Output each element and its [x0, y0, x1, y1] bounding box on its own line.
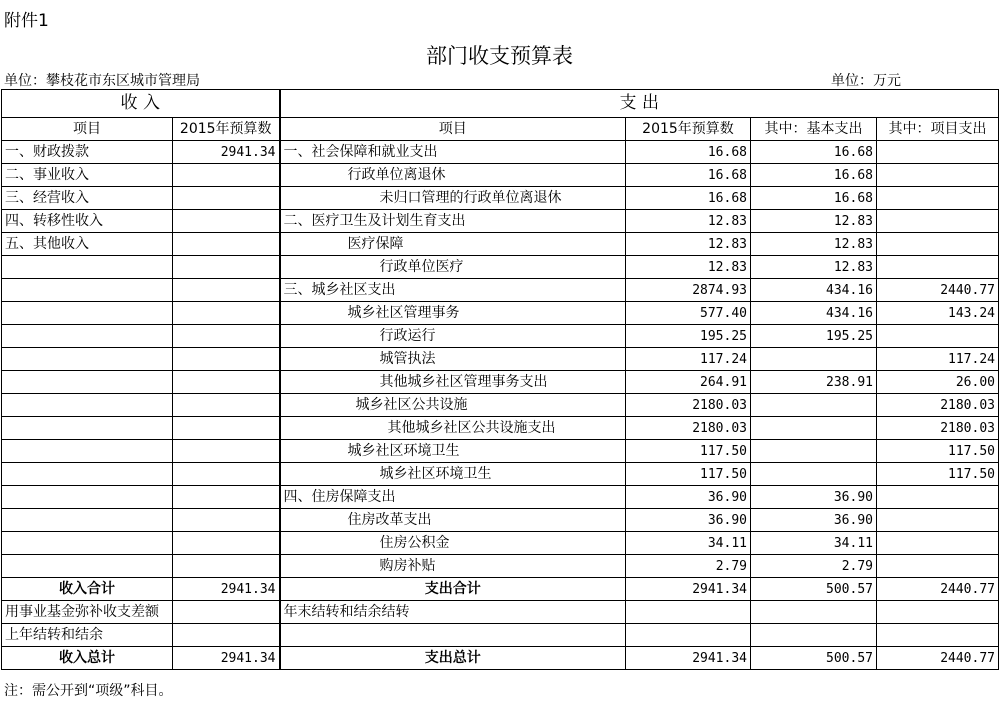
- table-row: [2, 624, 999, 647]
- footnote: 注：需公开到“项级”科目。: [4, 683, 173, 699]
- income-item: [2, 394, 173, 417]
- expense-basic: 12.83: [751, 233, 877, 256]
- expense-header: 支 出: [280, 90, 999, 118]
- expense-total: 36.90: [626, 486, 751, 509]
- expense-item: 住房改革支出: [280, 509, 626, 532]
- income-value: [173, 233, 280, 256]
- expense-item: 医疗保障: [280, 233, 626, 256]
- expense-item: 四、住房保障支出: [280, 486, 626, 509]
- expense-total-project: 2440.77: [877, 647, 999, 670]
- table-row: [2, 440, 999, 463]
- income-value: [173, 187, 280, 210]
- col-income-item: 项目: [2, 118, 173, 141]
- expense-item: 未归口管理的行政单位离退休: [280, 187, 626, 210]
- expense-total: 117.50: [626, 463, 751, 486]
- table-row: [2, 256, 999, 279]
- expense-basic: [751, 463, 877, 486]
- income-item: 二、事业收入: [2, 164, 173, 187]
- expense-item: 城乡社区环境卫生: [280, 463, 626, 486]
- header-row-1: [2, 90, 999, 118]
- expense-item: 年末结转和结余结转: [280, 601, 626, 624]
- table-row: [2, 555, 999, 578]
- table-row: [2, 463, 999, 486]
- page-title: 部门收支预算表: [426, 44, 573, 68]
- expense-item: 城管执法: [280, 348, 626, 371]
- expense-project: 2180.03: [877, 394, 999, 417]
- budget-table: [1, 89, 999, 670]
- expense-project: [877, 187, 999, 210]
- expense-basic: 434.16: [751, 302, 877, 325]
- expense-total: [626, 601, 751, 624]
- income-value: [173, 555, 280, 578]
- table-row: [2, 371, 999, 394]
- expense-item: 其他城乡社区管理事务支出: [280, 371, 626, 394]
- expense-project: [877, 233, 999, 256]
- income-item: [2, 486, 173, 509]
- expense-project: [877, 164, 999, 187]
- income-item: [2, 532, 173, 555]
- expense-subtotal-project: 2440.77: [877, 578, 999, 601]
- expense-total: 195.25: [626, 325, 751, 348]
- income-value: [173, 486, 280, 509]
- expense-total-basic: 500.57: [751, 647, 877, 670]
- income-value: [173, 394, 280, 417]
- expense-project: [877, 210, 999, 233]
- expense-basic: 2.79: [751, 555, 877, 578]
- income-item: 用事业基金弥补收支差额: [2, 601, 173, 624]
- table-row: [2, 210, 999, 233]
- expense-item: 城乡社区公共设施: [280, 394, 626, 417]
- expense-basic: 12.83: [751, 256, 877, 279]
- expense-total: 2180.03: [626, 417, 751, 440]
- expense-project: [877, 601, 999, 624]
- expense-basic: 34.11: [751, 532, 877, 555]
- table-row: [2, 532, 999, 555]
- expense-project: [877, 256, 999, 279]
- expense-item: 行政单位医疗: [280, 256, 626, 279]
- subtotal-row: [2, 578, 999, 601]
- expense-project: [877, 509, 999, 532]
- income-value: [173, 325, 280, 348]
- expense-total: 264.91: [626, 371, 751, 394]
- expense-project: 117.50: [877, 463, 999, 486]
- expense-total: 16.68: [626, 141, 751, 164]
- income-item: [2, 256, 173, 279]
- expense-item: 城乡社区环境卫生: [280, 440, 626, 463]
- expense-total: 117.50: [626, 440, 751, 463]
- expense-item: 二、医疗卫生及计划生育支出: [280, 210, 626, 233]
- expense-total: 12.83: [626, 256, 751, 279]
- expense-item: 一、社会保障和就业支出: [280, 141, 626, 164]
- expense-total-total: 2941.34: [626, 647, 751, 670]
- col-income-budget: 2015年预算数: [173, 118, 280, 141]
- income-value: [173, 601, 280, 624]
- income-value: [173, 302, 280, 325]
- table-row: [2, 233, 999, 256]
- expense-basic: 434.16: [751, 279, 877, 302]
- expense-basic: 16.68: [751, 164, 877, 187]
- expense-total: 2180.03: [626, 394, 751, 417]
- expense-item: 城乡社区管理事务: [280, 302, 626, 325]
- table-row: [2, 417, 999, 440]
- expense-total-label: 支出总计: [280, 647, 626, 670]
- expense-subtotal-total: 2941.34: [626, 578, 751, 601]
- income-total-value: 2941.34: [173, 647, 280, 670]
- expense-project: 143.24: [877, 302, 999, 325]
- table-row: [2, 187, 999, 210]
- income-item: [2, 440, 173, 463]
- expense-basic: 16.68: [751, 141, 877, 164]
- table-row: [2, 302, 999, 325]
- expense-basic: [751, 417, 877, 440]
- table-row: [2, 325, 999, 348]
- expense-subtotal-label: 支出合计: [280, 578, 626, 601]
- expense-total: 12.83: [626, 233, 751, 256]
- income-value: [173, 210, 280, 233]
- income-subtotal-label: 收入合计: [2, 578, 173, 601]
- expense-item: 购房补贴: [280, 555, 626, 578]
- income-value: [173, 279, 280, 302]
- expense-item: 行政运行: [280, 325, 626, 348]
- income-value: [173, 371, 280, 394]
- expense-total: 2874.93: [626, 279, 751, 302]
- expense-project: [877, 486, 999, 509]
- expense-item: 住房公积金: [280, 532, 626, 555]
- table-row: [2, 486, 999, 509]
- expense-basic: [751, 394, 877, 417]
- expense-total: 16.68: [626, 187, 751, 210]
- expense-project: [877, 624, 999, 647]
- table-row: [2, 601, 999, 624]
- expense-project: 26.00: [877, 371, 999, 394]
- income-value: [173, 509, 280, 532]
- income-item: [2, 417, 173, 440]
- unit-amount: 单位：万元: [831, 73, 901, 89]
- expense-item: 行政单位离退休: [280, 164, 626, 187]
- col-basic-expense: 其中：基本支出: [751, 118, 877, 141]
- income-value: [173, 463, 280, 486]
- expense-total: 117.24: [626, 348, 751, 371]
- income-item: [2, 348, 173, 371]
- expense-basic: 12.83: [751, 210, 877, 233]
- income-item: 三、经营收入: [2, 187, 173, 210]
- income-value: [173, 256, 280, 279]
- header-row-2: [2, 118, 999, 141]
- income-value: [173, 164, 280, 187]
- expense-project: 117.50: [877, 440, 999, 463]
- income-item: [2, 279, 173, 302]
- income-value: [173, 624, 280, 647]
- col-expense-item: 项目: [280, 118, 626, 141]
- income-value: [173, 532, 280, 555]
- col-expense-budget: 2015年预算数: [626, 118, 751, 141]
- income-item: [2, 555, 173, 578]
- expense-basic: [751, 601, 877, 624]
- income-item: 四、转移性收入: [2, 210, 173, 233]
- unit-organization: 单位：攀枝花市东区城市管理局: [4, 73, 200, 89]
- table-row: [2, 164, 999, 187]
- income-item: [2, 509, 173, 532]
- income-value: [173, 348, 280, 371]
- income-item: 五、其他收入: [2, 233, 173, 256]
- expense-project: [877, 325, 999, 348]
- expense-total: 577.40: [626, 302, 751, 325]
- income-item: [2, 371, 173, 394]
- expense-project: 2440.77: [877, 279, 999, 302]
- expense-project: 2180.03: [877, 417, 999, 440]
- expense-basic: 36.90: [751, 486, 877, 509]
- attachment-label: 附件1: [4, 11, 49, 31]
- expense-project: [877, 555, 999, 578]
- income-item: [2, 302, 173, 325]
- income-value: 2941.34: [173, 141, 280, 164]
- expense-total: [626, 624, 751, 647]
- expense-subtotal-basic: 500.57: [751, 578, 877, 601]
- expense-basic: 238.91: [751, 371, 877, 394]
- expense-item: 其他城乡社区公共设施支出: [280, 417, 626, 440]
- expense-project: [877, 532, 999, 555]
- expense-total: 16.68: [626, 164, 751, 187]
- income-header: 收 入: [2, 90, 280, 118]
- expense-basic: [751, 348, 877, 371]
- income-value: [173, 440, 280, 463]
- expense-basic: 195.25: [751, 325, 877, 348]
- table-row: [2, 279, 999, 302]
- expense-basic: [751, 624, 877, 647]
- expense-total: 2.79: [626, 555, 751, 578]
- income-subtotal-value: 2941.34: [173, 578, 280, 601]
- table-row: [2, 394, 999, 417]
- expense-project: [877, 141, 999, 164]
- expense-total: 36.90: [626, 509, 751, 532]
- expense-total: 12.83: [626, 210, 751, 233]
- income-item: 一、财政拨款: [2, 141, 173, 164]
- expense-total: 34.11: [626, 532, 751, 555]
- expense-project: 117.24: [877, 348, 999, 371]
- expense-item: [280, 624, 626, 647]
- table-row: [2, 509, 999, 532]
- income-item: [2, 325, 173, 348]
- table-row: [2, 141, 999, 164]
- table-row: [2, 348, 999, 371]
- income-value: [173, 417, 280, 440]
- income-total-label: 收入总计: [2, 647, 173, 670]
- expense-item: 三、城乡社区支出: [280, 279, 626, 302]
- expense-basic: 16.68: [751, 187, 877, 210]
- col-project-expense: 其中：项目支出: [877, 118, 999, 141]
- expense-basic: [751, 440, 877, 463]
- income-item: 上年结转和结余: [2, 624, 173, 647]
- expense-basic: 36.90: [751, 509, 877, 532]
- total-row: [2, 647, 999, 670]
- income-item: [2, 463, 173, 486]
